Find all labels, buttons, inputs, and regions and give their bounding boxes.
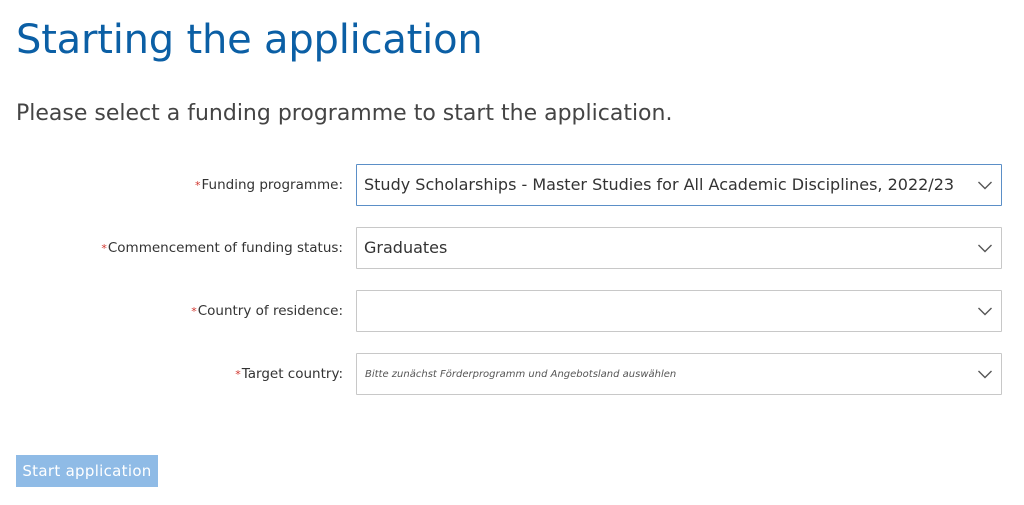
required-marker: * [194, 179, 201, 192]
commencement-value: Graduates [364, 238, 448, 257]
commencement-row [0, 227, 1024, 269]
required-marker: * [235, 368, 241, 381]
chevron-down-icon [977, 241, 993, 255]
commencement-select[interactable] [356, 227, 1002, 269]
chevron-down-icon [977, 304, 993, 318]
commencement-label-text: Commencement of funding status: [107, 240, 343, 256]
funding-programme-label [195, 164, 343, 206]
country-of-residence-label-text: Country of residence: [197, 303, 343, 319]
funding-programme-value: Study Scholarships - Master Studies for All Academic Disciplines, 2022/23 [364, 175, 955, 194]
target-country-label [235, 353, 343, 395]
country-of-residence-select[interactable] [356, 290, 1002, 332]
country-of-residence-row [0, 290, 1024, 332]
country-of-residence-label [191, 290, 343, 332]
intro-text: Please select a funding programme to start the application. [16, 101, 673, 126]
funding-programme-select[interactable] [356, 164, 1002, 206]
required-marker: * [191, 305, 197, 318]
funding-programme-label-text: Funding programme: [201, 177, 343, 193]
page-title: Starting the application [16, 17, 483, 63]
chevron-down-icon [977, 367, 993, 381]
funding-programme-row [0, 164, 1024, 206]
target-country-placeholder: Bitte zunächst Förderprogramm und Angebotsland auswählen [365, 369, 677, 380]
target-country-label-text: Target country: [241, 366, 343, 382]
target-country-row [0, 353, 1024, 395]
country-of-residence-value [364, 291, 961, 331]
commencement-label [101, 227, 343, 269]
start-application-button[interactable]: Start application [16, 455, 158, 487]
chevron-down-icon [977, 178, 993, 192]
target-country-select[interactable] [356, 353, 1002, 395]
required-marker: * [101, 242, 107, 255]
